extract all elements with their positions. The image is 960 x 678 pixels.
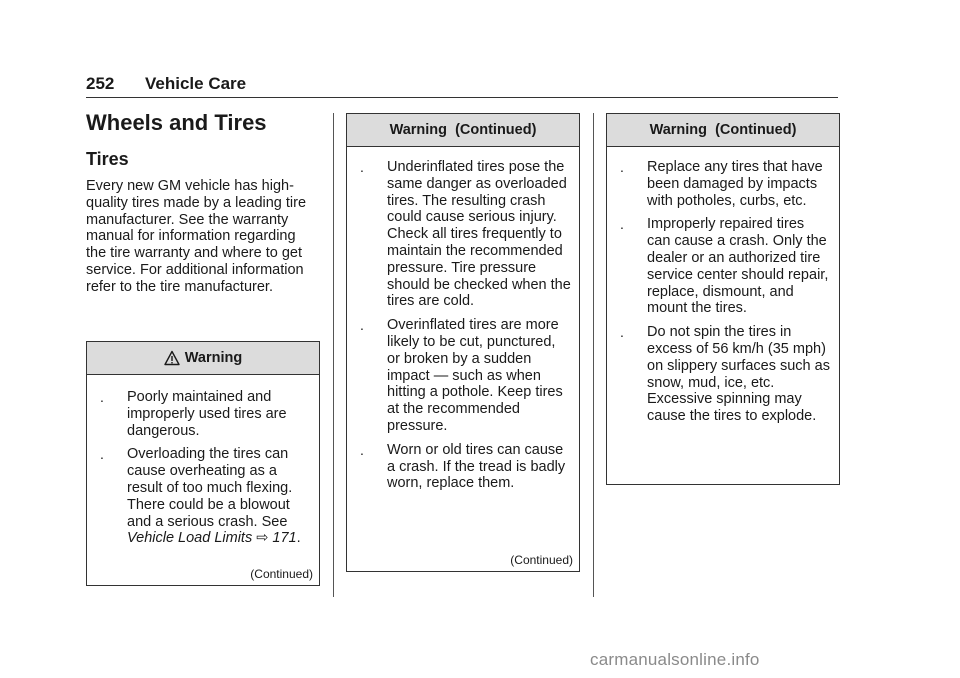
warning-box-3-title: Warning (Continued) <box>649 122 797 138</box>
column-divider-right <box>593 113 594 597</box>
warning-box-1-header <box>87 342 319 375</box>
warning-box-2-title: Warning (Continued) <box>389 122 537 138</box>
intro-paragraph: Every new GM vehicle has high-quality tires made by a leading tire manufacturer. See the warranty manual for information regarding the tire warranty and where to get service. For additional information refer to the tire manufacturer. <box>86 178 307 295</box>
continued-label: (Continued) <box>250 567 313 581</box>
subheading-tires: Tires <box>86 149 129 169</box>
column-divider-left <box>333 113 334 597</box>
bullet-text: Poorly maintained and improperly used tires are dangerous. <box>127 389 287 439</box>
bullet-text: Overinflated tires are more likely to be cut, punctured, or broken by a sudden impact — such as when hitting a pothole. Keep tires at the recommended pressure. <box>387 317 563 434</box>
continued-label: (Continued) <box>510 553 573 567</box>
warning-box-3-header <box>607 114 839 147</box>
page-number: 252 <box>86 74 115 93</box>
bullet-text: Improperly repaired tires can cause a crash. Only the dealer or an authorized tire service center should repair, replace, dismount, and mount the tires. <box>647 216 829 317</box>
bullet-glyph: . <box>360 317 364 334</box>
warning-box-1-title: Warning <box>184 350 243 366</box>
warning-triangle-icon <box>164 350 180 366</box>
bullet-glyph: . <box>620 159 624 175</box>
bullet-text: Do not spin the tires in excess of 56 km/h (35 mph) on slippery surfaces such as snow, mud, ice, etc. Excessive spinning may cause the tires to explode. <box>647 324 830 425</box>
warning-box-1 <box>86 341 320 586</box>
warning-box-3 <box>606 113 840 485</box>
bullet-text-main: Overloading the tires can cause overheating as a result of too much flexing. There could be a blowout and a serious crash. See <box>127 446 293 530</box>
cross-reference-link[interactable]: Vehicle Load Limits <box>127 530 253 547</box>
list-item <box>620 324 831 425</box>
bullet-text: Worn or old tires can cause a crash. If the tread is badly worn, replace them. <box>387 441 566 492</box>
warning-box-2 <box>346 113 580 572</box>
bullet-glyph: . <box>360 159 364 175</box>
sentence-end: . <box>296 530 301 547</box>
bullet-text: Underinflated tires pose the same danger as overloaded tires. The resulting crash could cause serious injury. Check all tires frequently to maintain the recommended pressure. Tire pressure should be checked when the tires are cold. <box>387 159 571 310</box>
watermark: carmanualsonline.info <box>590 650 760 669</box>
page-heading: Wheels and Tires <box>86 110 267 135</box>
bullet-text: Replace any tires that have been damaged by impacts with potholes, curbs, etc. <box>647 159 823 209</box>
list-item <box>620 216 831 317</box>
warning-box-2-header <box>347 114 579 147</box>
bullet-text <box>127 446 311 547</box>
list-item <box>100 446 311 547</box>
section-title: Vehicle Care <box>145 74 247 93</box>
list-item <box>360 159 571 310</box>
list-item <box>100 389 311 439</box>
bullet-glyph: . <box>100 446 104 463</box>
bullet-glyph: . <box>100 389 104 405</box>
cross-reference-page[interactable]: 171 <box>272 530 297 547</box>
page-ref-arrow-icon: ⇨ <box>256 530 269 547</box>
bullet-glyph: . <box>360 441 364 458</box>
list-item <box>360 442 571 492</box>
list-item <box>360 317 571 435</box>
header-rule <box>86 97 838 98</box>
bullet-glyph: . <box>620 216 624 233</box>
bullet-glyph: . <box>620 324 624 341</box>
list-item <box>620 159 831 209</box>
